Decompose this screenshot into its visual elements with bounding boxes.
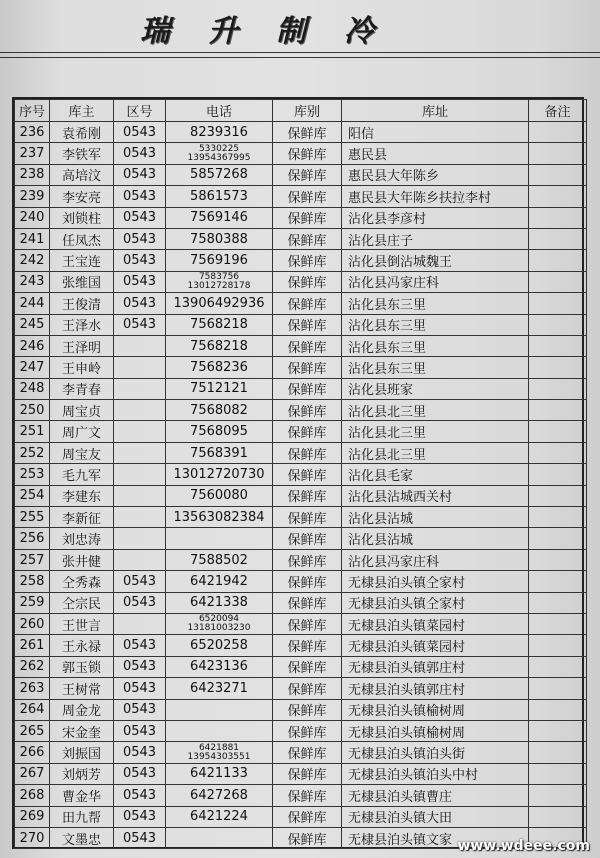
cell-address: 沾化县冯家庄科: [342, 271, 529, 292]
cell-address: 阳信: [342, 122, 529, 143]
cell-owner: 刘振国: [50, 742, 114, 763]
cell-type: 保鲜库: [273, 186, 342, 207]
cell-phone: 6423271: [166, 678, 273, 699]
cell-no: 262: [15, 656, 50, 677]
table-row: [15, 549, 587, 570]
table-row: [15, 592, 587, 613]
cell-address: 无棣县泊头镇郭庄村: [342, 678, 529, 699]
cell-phone: 6421133: [166, 763, 273, 784]
cell-owner: 周广文: [50, 421, 114, 442]
cell-area-code: 0543: [114, 678, 166, 699]
cell-owner: 李铁军: [50, 143, 114, 164]
cell-no: 247: [15, 357, 50, 378]
cell-type: 保鲜库: [273, 656, 342, 677]
table-row: [15, 421, 587, 442]
cell-no: 238: [15, 164, 50, 185]
cell-area-code: 0543: [114, 806, 166, 827]
cell-note: [529, 571, 587, 592]
cell-area-code: 0543: [114, 763, 166, 784]
cell-note: [529, 720, 587, 741]
cell-address: 无棣县泊头镇曹庄: [342, 785, 529, 806]
cell-type: 保鲜库: [273, 806, 342, 827]
table-row: [15, 678, 587, 699]
cell-area-code: [114, 507, 166, 528]
phone-number: 6520094: [198, 614, 240, 625]
cell-phone: 7569196: [166, 250, 273, 271]
cell-type: 保鲜库: [273, 720, 342, 741]
phone-number: 7583756: [198, 271, 240, 282]
cell-no: 256: [15, 528, 50, 549]
table-row: [15, 357, 587, 378]
cell-note: [529, 528, 587, 549]
cell-address: 沾化县北三里: [342, 400, 529, 421]
header-address: 库址: [342, 100, 529, 122]
cell-owner: 田九帮: [50, 806, 114, 827]
cell-phone: [166, 827, 273, 848]
cell-note: [529, 271, 587, 292]
table-row: [15, 207, 587, 228]
cell-phone: 5857268: [166, 164, 273, 185]
header-area-code: 区号: [114, 100, 166, 122]
cell-no: 254: [15, 485, 50, 506]
cell-no: 240: [15, 207, 50, 228]
cell-type: 保鲜库: [273, 827, 342, 848]
table-row: [15, 635, 587, 656]
cell-type: 保鲜库: [273, 207, 342, 228]
cell-address: 沾化县班家: [342, 378, 529, 399]
cell-owner: 毛九军: [50, 464, 114, 485]
cell-area-code: 0543: [114, 271, 166, 292]
data-table: [14, 99, 587, 849]
cell-no: 260: [15, 613, 50, 634]
cell-address: 无棣县泊头镇文家: [342, 827, 529, 848]
cell-note: [529, 250, 587, 271]
cell-address: 沾化县东三里: [342, 293, 529, 314]
cell-no: 264: [15, 699, 50, 720]
cell-phone: 7568082: [166, 400, 273, 421]
cell-area-code: 0543: [114, 720, 166, 741]
cell-note: [529, 635, 587, 656]
cell-area-code: 0543: [114, 699, 166, 720]
cell-owner: 李安亮: [50, 186, 114, 207]
cell-area-code: [114, 464, 166, 485]
cell-type: 保鲜库: [273, 613, 342, 634]
phone-number: 13954303551: [187, 751, 251, 762]
cell-address: 无棣县泊头镇榆树周: [342, 720, 529, 741]
cell-note: [529, 464, 587, 485]
cell-type: 保鲜库: [273, 571, 342, 592]
cell-phone: 13906492936: [166, 293, 273, 314]
cell-phone: [166, 720, 273, 741]
cell-phone: 8239316: [166, 122, 273, 143]
cell-no: 246: [15, 335, 50, 356]
phone-number: 5330225: [198, 143, 240, 154]
cell-phone: 6421338: [166, 592, 273, 613]
cell-note: [529, 592, 587, 613]
cell-type: 保鲜库: [273, 699, 342, 720]
cell-owner: 李新征: [50, 507, 114, 528]
cell-note: [529, 378, 587, 399]
cell-area-code: 0543: [114, 742, 166, 763]
cell-area-code: [114, 528, 166, 549]
cell-phone: [166, 699, 273, 720]
table-row: [15, 464, 587, 485]
cell-address: 沾化县庄子: [342, 228, 529, 249]
cell-type: 保鲜库: [273, 442, 342, 463]
cell-note: [529, 164, 587, 185]
cell-area-code: [114, 549, 166, 570]
cell-phone: 7580388: [166, 228, 273, 249]
cell-owner: 张维国: [50, 271, 114, 292]
cell-type: 保鲜库: [273, 742, 342, 763]
cell-area-code: [114, 485, 166, 506]
cell-phone: 7568236: [166, 357, 273, 378]
cell-note: [529, 421, 587, 442]
cell-owner: 王泽明: [50, 335, 114, 356]
cell-phone: 7560080: [166, 485, 273, 506]
cell-phone: [166, 528, 273, 549]
phone-number: 6421881: [198, 742, 240, 753]
cell-phone: 6427268: [166, 785, 273, 806]
cell-owner: 王泽水: [50, 314, 114, 335]
cell-note: [529, 143, 587, 164]
cell-owner: 王树常: [50, 678, 114, 699]
table-row: [15, 571, 587, 592]
cell-phone: 6421942: [166, 571, 273, 592]
cell-no: 244: [15, 293, 50, 314]
cell-type: 保鲜库: [273, 507, 342, 528]
cell-phone: 5861573: [166, 186, 273, 207]
cell-no: 268: [15, 785, 50, 806]
cell-type: 保鲜库: [273, 314, 342, 335]
cell-address: 沾化县东三里: [342, 335, 529, 356]
cell-address: 无棣县泊头镇菜园村: [342, 635, 529, 656]
cell-type: 保鲜库: [273, 122, 342, 143]
cell-address: 沾化县北三里: [342, 442, 529, 463]
cell-type: 保鲜库: [273, 400, 342, 421]
cell-type: 保鲜库: [273, 164, 342, 185]
cell-phone: 13012720730: [166, 464, 273, 485]
table-row: [15, 378, 587, 399]
cell-owner: 张井健: [50, 549, 114, 570]
cell-note: [529, 293, 587, 314]
cell-owner: 王宝连: [50, 250, 114, 271]
cell-address: 惠民县: [342, 143, 529, 164]
cell-owner: 刘炳芳: [50, 763, 114, 784]
cell-area-code: 0543: [114, 827, 166, 848]
cell-address: 无棣县泊头镇泊头中村: [342, 763, 529, 784]
cell-type: 保鲜库: [273, 421, 342, 442]
header-phone: 电话: [166, 100, 273, 122]
header-note: 备注: [529, 100, 587, 122]
header-divider: [0, 57, 600, 58]
cell-phone: 7569146: [166, 207, 273, 228]
cell-address: 沾化县沾城西关村: [342, 485, 529, 506]
cell-no: 265: [15, 720, 50, 741]
cell-type: 保鲜库: [273, 293, 342, 314]
cell-no: 248: [15, 378, 50, 399]
cell-address: 无棣县泊头镇仝家村: [342, 592, 529, 613]
cell-owner: 曹金华: [50, 785, 114, 806]
cell-no: 252: [15, 442, 50, 463]
phone-number: 13954367995: [187, 152, 251, 163]
cell-area-code: [114, 613, 166, 634]
cell-phone: 6421224: [166, 806, 273, 827]
cell-area-code: [114, 357, 166, 378]
table-row: [15, 314, 587, 335]
cell-address: 沾化县毛家: [342, 464, 529, 485]
cell-area-code: 0543: [114, 635, 166, 656]
cell-address: 无棣县泊头镇大田: [342, 806, 529, 827]
cell-no: 261: [15, 635, 50, 656]
cold-storage-table: [12, 97, 584, 849]
header-banner: [0, 0, 600, 55]
cell-note: [529, 228, 587, 249]
table-body: [15, 122, 587, 849]
cell-address: 沾化县李彦村: [342, 207, 529, 228]
cell-area-code: [114, 335, 166, 356]
cell-phone: [166, 742, 273, 763]
cell-phone: 7588502: [166, 549, 273, 570]
cell-type: 保鲜库: [273, 378, 342, 399]
cell-type: 保鲜库: [273, 357, 342, 378]
cell-no: 245: [15, 314, 50, 335]
cell-address: 沾化县沾城: [342, 528, 529, 549]
cell-owner: 宋金奎: [50, 720, 114, 741]
cell-type: 保鲜库: [273, 143, 342, 164]
cell-address: 沾化县倒沾城魏王: [342, 250, 529, 271]
cell-note: [529, 442, 587, 463]
cell-address: 无棣县泊头镇榆树周: [342, 699, 529, 720]
cell-area-code: 0543: [114, 207, 166, 228]
cell-owner: 周宝友: [50, 442, 114, 463]
table-row: [15, 335, 587, 356]
cell-area-code: 0543: [114, 571, 166, 592]
phone-number: 13012728178: [187, 280, 251, 291]
cell-note: [529, 186, 587, 207]
cell-no: 258: [15, 571, 50, 592]
header-no: 序号: [15, 100, 50, 122]
cell-note: [529, 806, 587, 827]
cell-type: 保鲜库: [273, 250, 342, 271]
cell-owner: 周宝贞: [50, 400, 114, 421]
cell-no: 269: [15, 806, 50, 827]
cell-area-code: [114, 378, 166, 399]
cell-note: [529, 314, 587, 335]
cell-address: 惠民县大年陈乡: [342, 164, 529, 185]
table-row: [15, 164, 587, 185]
cell-phone: 7512121: [166, 378, 273, 399]
cell-phone: 7568218: [166, 314, 273, 335]
cell-address: 沾化县北三里: [342, 421, 529, 442]
table-row: [15, 293, 587, 314]
cell-type: 保鲜库: [273, 228, 342, 249]
cell-area-code: 0543: [114, 785, 166, 806]
cell-note: [529, 400, 587, 421]
table-row: [15, 699, 587, 720]
cell-owner: 仝宗民: [50, 592, 114, 613]
table-row: [15, 485, 587, 506]
cell-area-code: 0543: [114, 293, 166, 314]
cell-owner: 高培汶: [50, 164, 114, 185]
cell-no: 243: [15, 271, 50, 292]
cell-owner: 文墨忠: [50, 827, 114, 848]
cell-area-code: 0543: [114, 314, 166, 335]
cell-no: 241: [15, 228, 50, 249]
cell-address: 沾化县沾城: [342, 507, 529, 528]
cell-owner: 王申岭: [50, 357, 114, 378]
cell-address: 沾化县东三里: [342, 357, 529, 378]
cell-type: 保鲜库: [273, 592, 342, 613]
cell-no: 267: [15, 763, 50, 784]
cell-area-code: 0543: [114, 143, 166, 164]
cell-no: 237: [15, 143, 50, 164]
cell-no: 263: [15, 678, 50, 699]
table-row: [15, 122, 587, 143]
cell-owner: 任凤杰: [50, 228, 114, 249]
cell-phone: 7568218: [166, 335, 273, 356]
cell-owner: 王俊清: [50, 293, 114, 314]
cell-no: 270: [15, 827, 50, 848]
cell-phone: 7568095: [166, 421, 273, 442]
cell-owner: 王永禄: [50, 635, 114, 656]
table-row: [15, 528, 587, 549]
cell-area-code: [114, 400, 166, 421]
cell-area-code: 0543: [114, 164, 166, 185]
table-row: [15, 806, 587, 827]
watermark: www.wdeee.com: [457, 838, 590, 854]
cell-type: 保鲜库: [273, 785, 342, 806]
table-row: [15, 228, 587, 249]
cell-note: [529, 785, 587, 806]
cell-note: [529, 122, 587, 143]
cell-phone: 13563082384: [166, 507, 273, 528]
cell-area-code: 0543: [114, 592, 166, 613]
header-divider: [0, 52, 600, 53]
cell-owner: 袁希刚: [50, 122, 114, 143]
table-row: [15, 656, 587, 677]
cell-address: 沾化县冯家庄科: [342, 549, 529, 570]
cell-type: 保鲜库: [273, 635, 342, 656]
cell-owner: 刘忠涛: [50, 528, 114, 549]
cell-area-code: 0543: [114, 250, 166, 271]
cell-no: 255: [15, 507, 50, 528]
cell-type: 保鲜库: [273, 271, 342, 292]
cell-note: [529, 699, 587, 720]
cell-note: [529, 357, 587, 378]
cell-note: [529, 656, 587, 677]
cell-phone: [166, 143, 273, 164]
cell-area-code: [114, 421, 166, 442]
cell-owner: 仝秀森: [50, 571, 114, 592]
cell-type: 保鲜库: [273, 678, 342, 699]
cell-note: [529, 678, 587, 699]
cell-note: [529, 485, 587, 506]
cell-type: 保鲜库: [273, 763, 342, 784]
table-row: [15, 271, 587, 292]
cell-address: 无棣县泊头镇泊头街: [342, 742, 529, 763]
cell-type: 保鲜库: [273, 485, 342, 506]
cell-phone: [166, 271, 273, 292]
cell-type: 保鲜库: [273, 549, 342, 570]
table-row: [15, 720, 587, 741]
page-title: 瑞升制冷: [140, 14, 412, 49]
table-row: [15, 442, 587, 463]
cell-note: [529, 763, 587, 784]
cell-address: 无棣县泊头镇菜园村: [342, 613, 529, 634]
cell-phone: 6423136: [166, 656, 273, 677]
cell-note: [529, 613, 587, 634]
table-row: [15, 186, 587, 207]
cell-owner: 郭玉锁: [50, 656, 114, 677]
table-row: [15, 250, 587, 271]
table-header-row: [15, 100, 587, 122]
table-row: [15, 742, 587, 763]
cell-no: 266: [15, 742, 50, 763]
cell-note: [529, 549, 587, 570]
cell-phone: [166, 613, 273, 634]
cell-type: 保鲜库: [273, 528, 342, 549]
cell-type: 保鲜库: [273, 335, 342, 356]
cell-note: [529, 335, 587, 356]
cell-no: 251: [15, 421, 50, 442]
table-row: [15, 143, 587, 164]
cell-owner: 周金龙: [50, 699, 114, 720]
table-row: [15, 763, 587, 784]
cell-area-code: 0543: [114, 656, 166, 677]
table-row: [15, 785, 587, 806]
cell-address: 惠民县大年陈乡扶拉李村: [342, 186, 529, 207]
cell-area-code: 0543: [114, 228, 166, 249]
cell-owner: 王世言: [50, 613, 114, 634]
cell-address: 无棣县泊头镇郭庄村: [342, 656, 529, 677]
cell-no: 257: [15, 549, 50, 570]
cell-area-code: [114, 442, 166, 463]
table-row: [15, 507, 587, 528]
cell-owner: 李青春: [50, 378, 114, 399]
cell-area-code: 0543: [114, 186, 166, 207]
table-row: [15, 400, 587, 421]
header-type: 库别: [273, 100, 342, 122]
cell-no: 253: [15, 464, 50, 485]
cell-address: 无棣县泊头镇仝家村: [342, 571, 529, 592]
cell-owner: 李建东: [50, 485, 114, 506]
cell-owner: 刘锁柱: [50, 207, 114, 228]
phone-number: 13181003230: [187, 623, 251, 634]
cell-no: 239: [15, 186, 50, 207]
table-row: [15, 613, 587, 634]
cell-no: 236: [15, 122, 50, 143]
cell-type: 保鲜库: [273, 464, 342, 485]
cell-note: [529, 742, 587, 763]
cell-no: 250: [15, 400, 50, 421]
cell-note: [529, 507, 587, 528]
cell-phone: 7568391: [166, 442, 273, 463]
cell-address: 沾化县东三里: [342, 314, 529, 335]
cell-no: 242: [15, 250, 50, 271]
header-owner: 库主: [50, 100, 114, 122]
cell-area-code: 0543: [114, 122, 166, 143]
cell-note: [529, 207, 587, 228]
cell-no: 259: [15, 592, 50, 613]
cell-phone: 6520258: [166, 635, 273, 656]
